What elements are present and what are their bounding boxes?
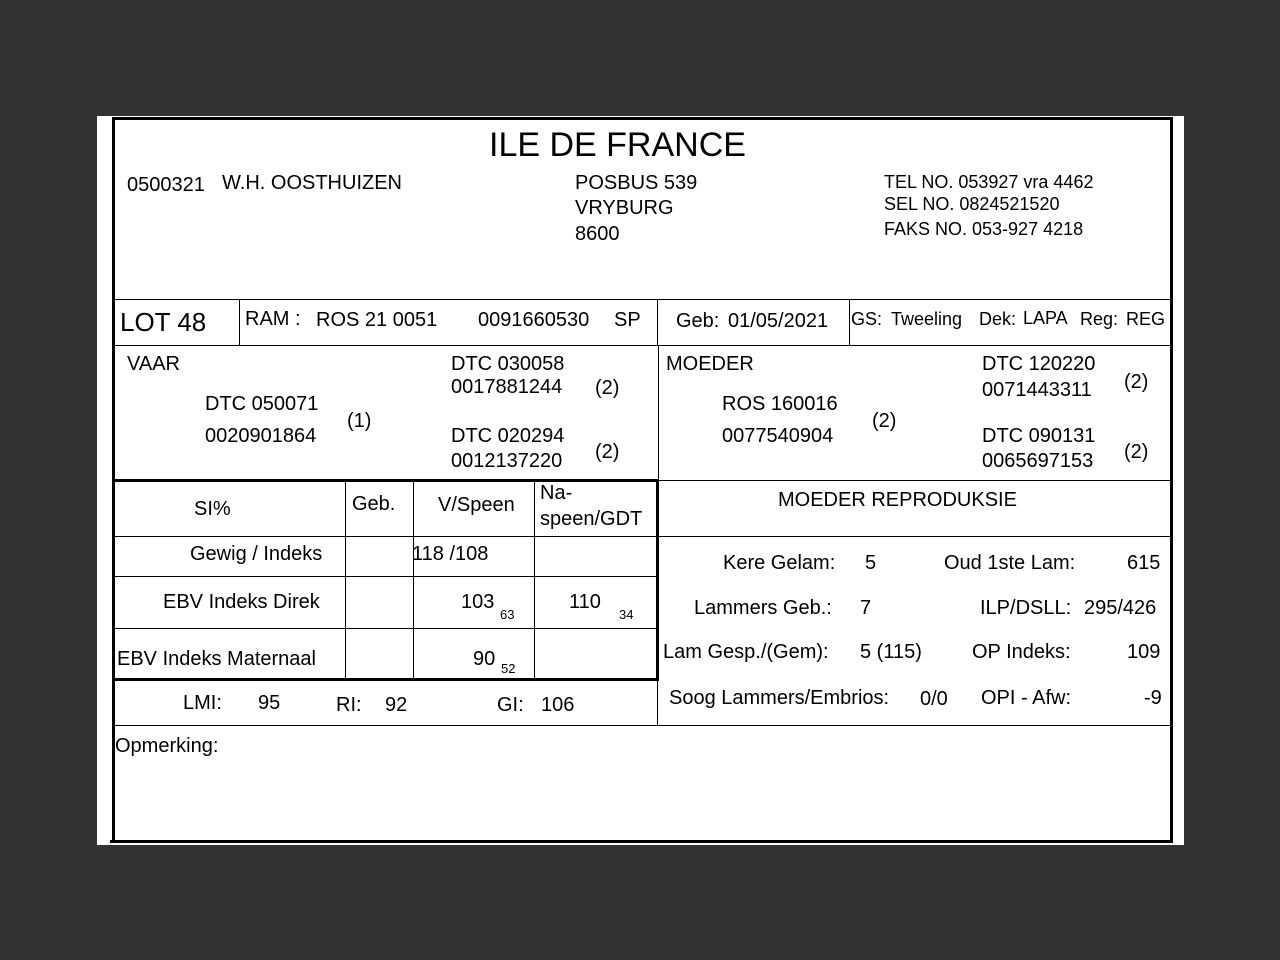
perf-header-line	[113, 536, 658, 537]
gi-label: GI:	[497, 694, 524, 716]
vaar-dam-mark: (2)	[595, 441, 620, 463]
naspeen-header-2: speen/GDT	[540, 508, 643, 530]
moeder-label: MOEDER	[666, 353, 754, 375]
repro-title: MOEDER REPRODUKSIE	[778, 489, 1017, 511]
vaar-dam-number: 0012137220	[451, 450, 563, 472]
repro-left-border	[657, 480, 658, 726]
vaar-dam-id: DTC 020294	[451, 425, 565, 447]
moeder-sire-id: DTC 120220	[982, 353, 1096, 375]
gesp-label: Lam Gesp./(Gem):	[663, 641, 829, 663]
reg-value: REG	[1126, 309, 1166, 329]
kere-value: 5	[865, 552, 877, 574]
row-maternaal-vspeen-sub: 52	[501, 661, 516, 676]
vaar-mark: (1)	[347, 410, 372, 432]
reg-label: Reg:	[1080, 309, 1119, 329]
gs-value: Tweeling	[891, 309, 963, 329]
repro-header-line	[659, 536, 1171, 537]
breeder-code: 0500321	[127, 174, 205, 196]
si-header: SI%	[194, 498, 231, 520]
sel-number: SEL NO. 0824521520	[884, 194, 1060, 214]
oud-value: 615	[1127, 552, 1161, 574]
lot-card	[97, 116, 1184, 845]
perf-col-vspeen	[413, 480, 414, 679]
pedigree-bottom-line-left	[113, 479, 659, 482]
perf-col-geb	[345, 480, 346, 679]
moeder-sire-mark: (2)	[1124, 371, 1149, 393]
gesp-value: 5 (115)	[860, 641, 922, 663]
lammers-value: 7	[860, 597, 872, 619]
address-line-1: POSBUS 539	[575, 172, 698, 194]
lot-row-top-line	[113, 299, 1171, 300]
geb-label: Geb:	[676, 310, 720, 332]
ram-id: ROS 21 0051	[316, 309, 438, 331]
row-direk-label: EBV Indeks Direk	[163, 591, 320, 613]
tel-number: TEL NO. 053927 vra 4462	[884, 172, 1094, 192]
vaar-id: DTC 050071	[205, 393, 319, 415]
soog-label: Soog Lammers/Embrios:	[669, 687, 890, 709]
stats-bottom-line	[113, 725, 1171, 726]
lmi-label: LMI:	[183, 692, 222, 714]
row-gewig-vspeen: 118 /108	[412, 543, 489, 565]
row-direk-vspeen: 103	[461, 591, 495, 613]
lot-number: LOT 48	[120, 307, 207, 337]
perf-bottom-line	[113, 678, 659, 681]
ram-label: RAM :	[245, 308, 301, 330]
moeder-dam-mark: (2)	[1124, 441, 1149, 463]
moeder-sire-number: 0071443311	[982, 379, 1092, 401]
lot-divider	[239, 299, 240, 345]
ilp-label: ILP/DSLL:	[980, 597, 1072, 619]
lmi-value: 95	[258, 692, 281, 714]
row-direk-vspeen-sub: 63	[500, 607, 515, 622]
geb-header: Geb.	[352, 493, 396, 515]
perf-row-line-1	[113, 576, 658, 577]
faks-number: FAKS NO. 053-927 4218	[884, 219, 1084, 239]
breeder-name: W.H. OOSTHUIZEN	[222, 172, 402, 194]
moeder-mark: (2)	[872, 410, 897, 432]
frame-bottom	[110, 840, 1170, 843]
ram-suffix: SP	[614, 309, 641, 331]
moeder-dam-id: DTC 090131	[982, 425, 1096, 447]
ri-label: RI:	[336, 694, 362, 716]
vspeen-header: V/Speen	[438, 494, 515, 516]
kere-label: Kere Gelam:	[723, 552, 836, 574]
vaar-label: VAAR	[127, 353, 180, 375]
perf-row-line-2	[113, 628, 658, 629]
opi-label: OPI - Afw:	[981, 687, 1072, 709]
opi-value: -9	[1144, 687, 1162, 709]
address-line-2: VRYBURG	[575, 197, 674, 219]
row-gewig-label: Gewig / Indeks	[190, 543, 323, 565]
moeder-id: ROS 160016	[722, 393, 838, 415]
lammers-label: Lammers Geb.:	[694, 597, 832, 619]
row-maternaal-label: EBV Indeks Maternaal	[117, 648, 316, 670]
row-direk-naspeen: 110	[569, 591, 601, 613]
moeder-dam-number: 0065697153	[982, 450, 1094, 472]
vaar-sire-number: 0017881244	[451, 376, 563, 398]
geb-divider	[849, 299, 850, 345]
op-label: OP Indeks:	[972, 641, 1071, 663]
gi-value: 106	[541, 694, 575, 716]
lot-row-bottom-line	[113, 345, 1171, 346]
pedigree-divider	[658, 345, 659, 479]
dek-label: Dek:	[979, 309, 1017, 329]
geb-date: 01/05/2021	[728, 310, 829, 332]
frame-top	[113, 117, 1173, 120]
vaar-number: 0020901864	[205, 425, 317, 447]
row-direk-naspeen-sub: 34	[619, 607, 634, 622]
dek-value: LAPA	[1023, 308, 1068, 328]
row-maternaal-vspeen: 90	[473, 648, 496, 670]
ram-divider	[657, 299, 658, 345]
oud-label: Oud 1ste Lam:	[944, 552, 1076, 574]
ilp-value: 295/426	[1084, 597, 1157, 619]
naspeen-header-1: Na-	[540, 482, 573, 504]
remarks-label: Opmerking:	[115, 735, 219, 757]
vaar-sire-mark: (2)	[595, 377, 620, 399]
soog-value: 0/0	[920, 688, 948, 710]
ram-number: 0091660530	[478, 309, 590, 331]
pedigree-bottom-line-right	[659, 480, 1171, 481]
vaar-sire-id: DTC 030058	[451, 353, 565, 375]
perf-col-naspeen	[534, 480, 535, 679]
op-value: 109	[1127, 641, 1161, 663]
moeder-number: 0077540904	[722, 425, 834, 447]
ri-value: 92	[385, 694, 408, 716]
gs-label: GS:	[851, 309, 883, 329]
breed-title: ILE DE FRANCE	[489, 126, 746, 164]
address-line-3: 8600	[575, 223, 620, 245]
